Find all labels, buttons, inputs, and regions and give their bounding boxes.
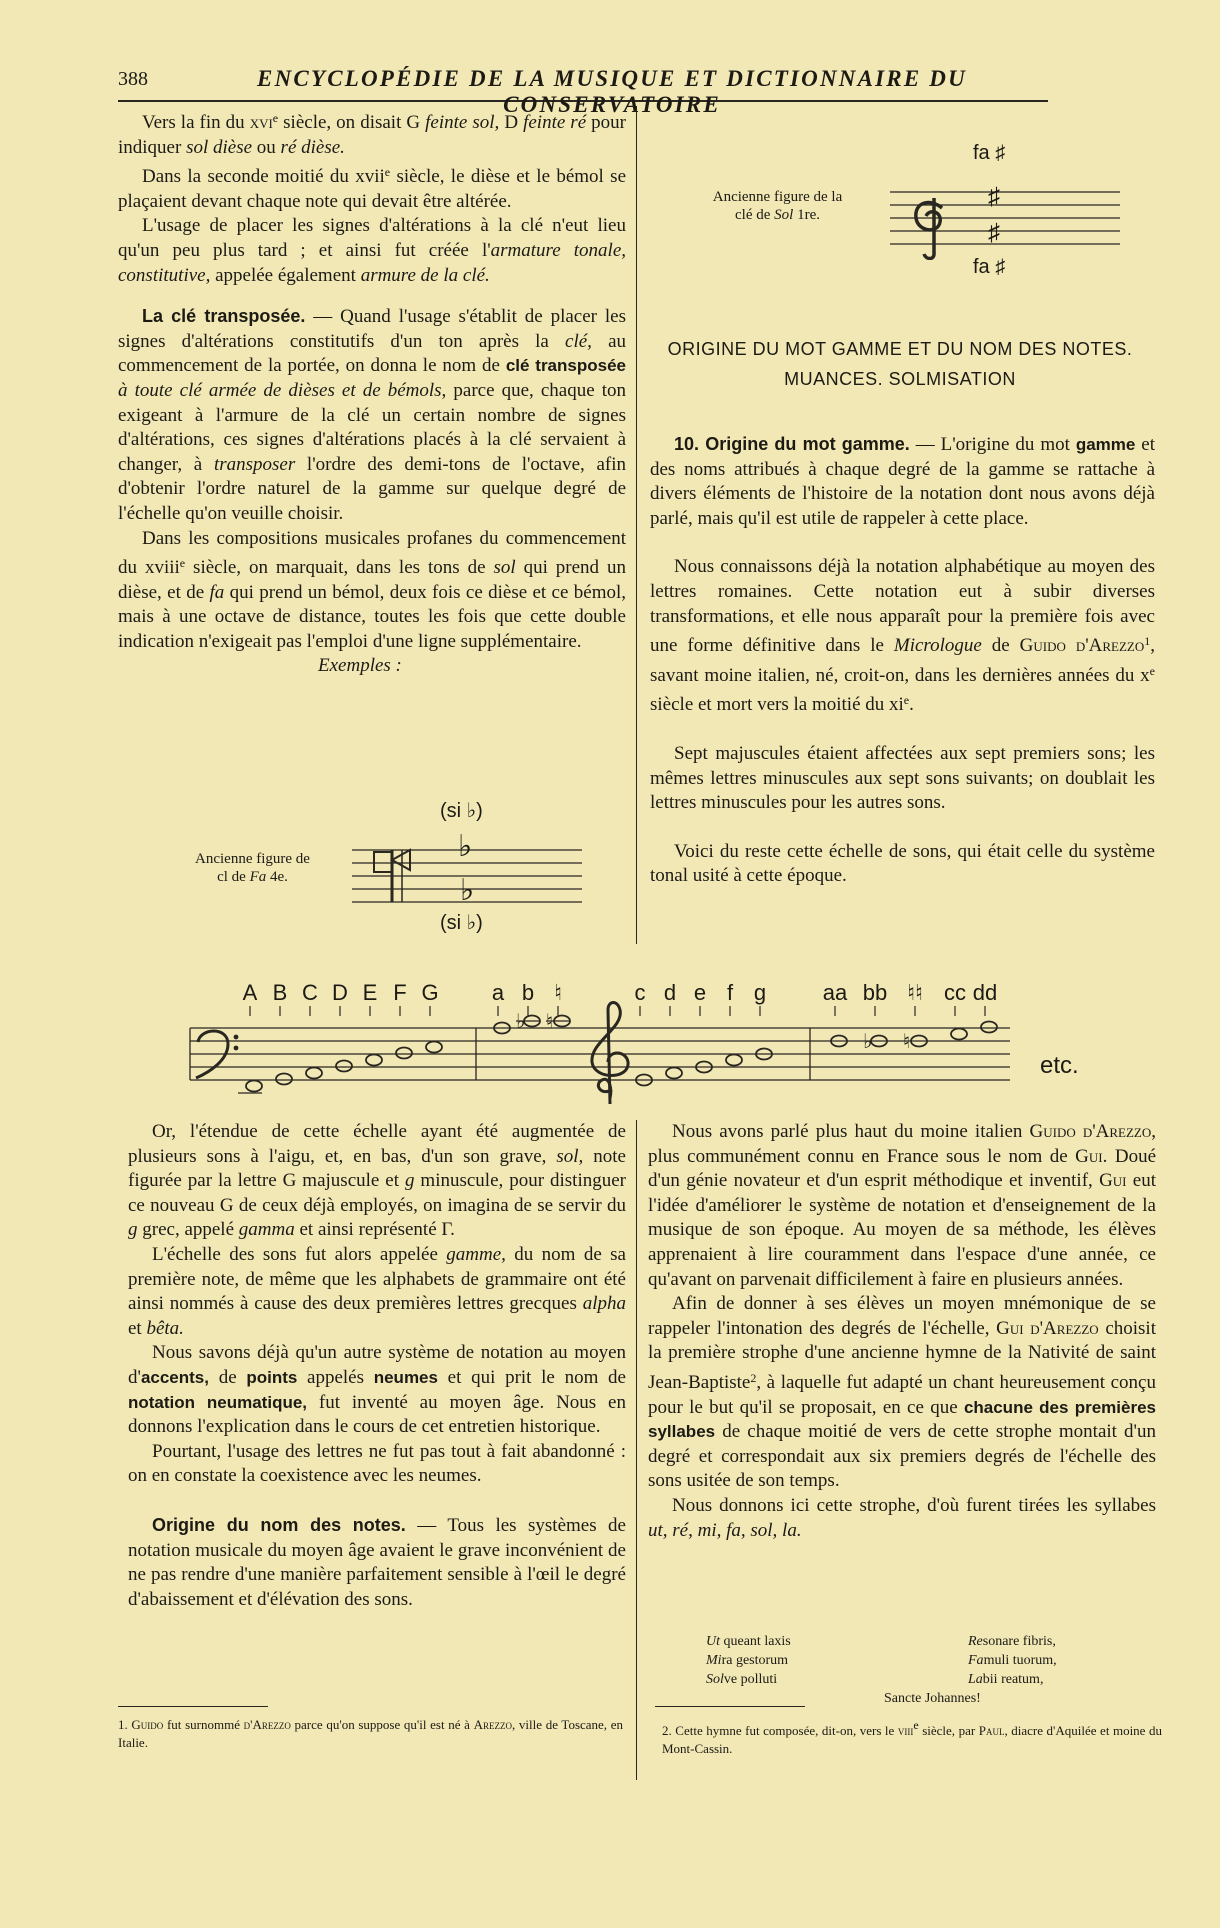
scale-letter: a [491,980,505,1005]
paragraph-majuscules: Sept majuscules étaient affectées aux sept premiers sons; les mêmes lettres minuscules aux sept sons suivants; on doublait les lettres minuscules pour les autres sons. [650,742,1155,814]
sol-clef-figure [890,180,1120,260]
sol-clef-caption: Ancienne figure de la clé de Sol 1re. [712,189,843,223]
paragraph-16th-century: Vers la fin du xvi$^e$ siècle, on disait G feinte sol, D feinte ré pour indiquer sol dièse ou ré dièse. [118,111,626,158]
scale-letter: D [332,980,348,1005]
bass-clef-dot-1 [234,1035,239,1040]
flat-sign-bottom: ♭ [460,874,475,907]
verse-line-2-right: Famuli tuorum, [968,1653,1057,1668]
scale-letter: c [634,980,646,1005]
fa-clef-caption: Ancienne figure de cl de Fa 4e. [195,851,310,885]
verse-line-2-left: Mira gestorum [706,1653,789,1668]
footnote-rule-right [655,1706,805,1707]
right-column-top [650,432,1155,889]
fa-clef-label-bottom: (si ♭) [440,912,483,934]
accidental-sign: ♭ [516,1011,526,1033]
verse-line-3-left: Solve polluti [706,1672,778,1687]
section-title: ORIGINE DU MOT GAMME ET DU NOM DES NOTES. MUANCES. SOLMISATION [667,339,1133,389]
paragraph-gamme-nom: L'échelle des sons fut alors appelée gamme, du nom de sa première note, de même que les alphabets de grammaire ont été ainsi nommés à cause des deux premières lettres grecques alpha et bêta. [128,1243,626,1339]
column-rule-bottom [636,1120,637,1780]
scale-note [396,1048,412,1059]
scale-letter: aa [822,980,848,1005]
scale-letter: d [663,980,677,1005]
scale-letter: B [272,980,288,1005]
scale-note [951,1029,967,1040]
scale-note [981,1022,997,1033]
hymn-verse-right [968,1632,1148,1689]
right-column-bottom [648,1120,1156,1543]
hymn-verse-last: Sancte Johannes! [884,1691,981,1706]
verse-line-1-left: Ut queant laxis [706,1634,791,1649]
hymn-verse-left [706,1632,906,1689]
sol-clef-label-bottom: fa ♯ [973,256,1006,278]
paragraph-notation-alphabetique: Nous connaissons déjà la notation alphabétique au moyen des lettres romaines. Cette notation eut à subir diverses transformations, et elle nous apparaît pour la première fois avec une forme définitive dans le Micrologue de Guido d'Arezzo$^1$, savant moine italien, né, croit-on, dans les dernières années du $x^e$ siècle et mort vers la moitié du $xi^e$. [650,556,1155,716]
sharp-sign-top: ♯ [988,183,1000,210]
paragraph-18th-century: Dans les compositions musicales profanes du commencement du xviii$^e$ siècle, on marquait, dans les tons de sol qui prend un dièse, et de fa qui prend un bémol, deux fois ce dièse et ce bémol, mais à une octave de distance, toutes les fois que cette double indication n'exigeait pas l'emploi d'une ligne supplémentaire. [118,527,627,652]
scale-letter: g [753,980,767,1005]
scale-note [336,1061,352,1072]
running-header [118,66,1048,117]
left-column-top [118,106,626,679]
accidental-sign: ♮ [546,1011,554,1033]
sharp-sign-bottom: ♯ [988,219,1000,246]
footnote-1: 1. Guido fut surnommé d'Arezzo parce qu'on suppose qu'il est né à Arezzo, ville de Toscane, en Italie. [118,1717,623,1750]
footnote-2: 2. Cette hymne fut composée, dit-on, vers le viiie siècle, par Paul, diacre d'Aquilée et moine du Mont-Cassin. [662,1718,1162,1756]
paragraph-cle-transposee: La clé transposée. — Quand l'usage s'établit de placer les signes d'altérations constitutifs d'un ton après la clé, au commencement de la portée, on donna le nom de clé transposée à toute clé armée de dièses et de bémols, parce que, chaque ton exigeant à l'armure de la clé un certain nombre de signes d'altérations, ces signes d'altérations placés à la clé servaient à changer, à transposer l'ordre des demi-tons de l'octave, afin d'obtenir l'ordre naturel de la gamme sur quelque degré de l'échelle qu'on veuille choisir. [118,306,626,524]
scale-note [426,1042,442,1053]
scale-letter: bb [862,980,888,1005]
scale-letter: C [302,980,318,1005]
scale-letter: ♮♮ [907,980,923,1005]
scale-letter: dd [972,980,998,1005]
scale-letter: E [362,980,378,1005]
paragraph-armature: L'usage de placer les signes d'altérations à la clé n'eut lieu qu'un peu plus tard ; et ainsi fut créée l'armature tonale, constitutive, appelée également armure de la clé. [118,215,627,286]
paragraph-origine-noms: Origine du nom des notes. — Tous les systèmes de notation musicale du moyen âge avaient le grave inconvénient de ne pas rendre d'une manière parfaitement sensible à l'œil le degré d'abaissement et d'élévation des sons. [128,1514,626,1610]
scale-letter: f [726,980,734,1005]
sol-clef-symbol [916,198,942,259]
fa-clef-figure [352,830,582,920]
scale-note [276,1074,292,1085]
scale-note [366,1055,382,1066]
fa-clef-label-top: (si ♭) [440,800,483,822]
examples-label: Exemples : [318,655,402,677]
scale-letter: b [521,980,535,1005]
paragraph-gui: Nous avons parlé plus haut du moine italien Guido d'Arezzo, plus communément connu en France sous le nom de Gui. Doué d'un génie novateur et d'un esprit méthodique et inventif, Gui eut l'idée d'améliorer le système de notation et d'enseignement de la musique de son époque. Au moyen de sa méthode, les élèves apprenaient à lire couramment dans l'espace d'une année, ce qu'avant on parvenait difficilement à faire en plusieurs années. [648,1121,1157,1290]
scale-letter: A [242,980,258,1005]
page-number: 388 [118,68,148,90]
treble-clef-symbol [592,1003,628,1105]
paragraph-neumes: Nous savons déjà qu'un autre système de notation au moyen d'accents, de points appelés neumes et qui prit le nom de notation neumatique, fut inventé au moyen âge. Nous en donnons l'explication dans le cours de cet entretien historique. [128,1342,626,1438]
verse-line-1-right: Resonare fibris, [968,1634,1056,1649]
column-rule-top [636,106,637,944]
scale-letter: ♮ [554,980,562,1005]
paragraph-hymne: Afin de donner à ses élèves un moyen mnémonique de se rappeler l'intonation des degrés de l'échelle, Gui d'Arezzo choisit la première strophe d'une ancienne hymne de la Nativité de saint Jean-Baptiste$^2$, à laquelle fut adapté un chant heureusement conçu pour le but qu'il se proposait, en ce que chacune des premières syllabes de chaque moitié de vers de cette strophe montait d'un degré et correspondait aux six premiers degrés de l'échelle des sons usitée de son temps. [648,1293,1157,1492]
paragraph-echelle: Voici du reste cette échelle de sons, qui était celle du système tonal usité à cette époque. [650,840,1155,887]
scale-note [666,1068,682,1079]
sol-clef-label-top: fa ♯ [973,142,1006,164]
scale-letter: F [393,980,407,1005]
accidental-sign: ♭ [863,1031,873,1053]
footnote-rule-left [118,1706,268,1707]
paragraph-17th-century: Dans la seconde moitié du xvii$^e$ siècle, le dièse et le bémol se plaçaient devant chaque note qui devait être altérée. [118,165,627,212]
scale-letter: e [693,980,707,1005]
scale-note [726,1055,742,1066]
bass-clef-dot-2 [234,1046,239,1051]
paragraph-origine-gamme: 10. Origine du mot gamme. — L'origine du mot gamme et des noms attribués à chaque degré de la gamme se rattache à divers éléments de l'histoire de la notation dont nous avons déjà parlé, mais qu'il est utile de rappeler à cette place. [650,434,1156,529]
left-column-bottom [128,1120,626,1612]
verse-line-3-right: Labii reatum, [968,1672,1044,1687]
paragraph-lettres: Pourtant, l'usage des lettres ne fut pas tout à fait abandonné : on en constate la coexistence avec les neumes. [128,1440,626,1487]
scale-figure [180,980,1140,1110]
scale-letter: cc [944,980,966,1005]
scale-note [246,1081,262,1092]
section-heading: La clé transposée. [142,306,306,327]
scale-letter: G [421,980,439,1005]
accidental-sign: ♮ [903,1031,911,1053]
paragraph-strophe: Nous donnons ici cette strophe, d'où furent tirées les syllabes ut, ré, mi, fa, sol, la. [648,1494,1156,1541]
scale-etc: etc. [1040,1052,1079,1079]
paragraph-gamma: Or, l'étendue de cette échelle ayant été augmentée de plusieurs sons à l'aigu, et, en bas, d'un son grave, sol, note figurée par la lettre G majuscule et g minuscule, pour distinguer ce nouveau G de ceux déjà employés, on imagina de se servir du g grec, appelé gamma et ainsi représenté Γ. [128,1121,627,1241]
running-title: ENCYCLOPÉDIE DE LA MUSIQUE ET DICTIONNAIRE DU CONSERVATOIRE [257,66,967,117]
scale-note [306,1068,322,1079]
flat-sign-top: ♭ [458,830,473,863]
